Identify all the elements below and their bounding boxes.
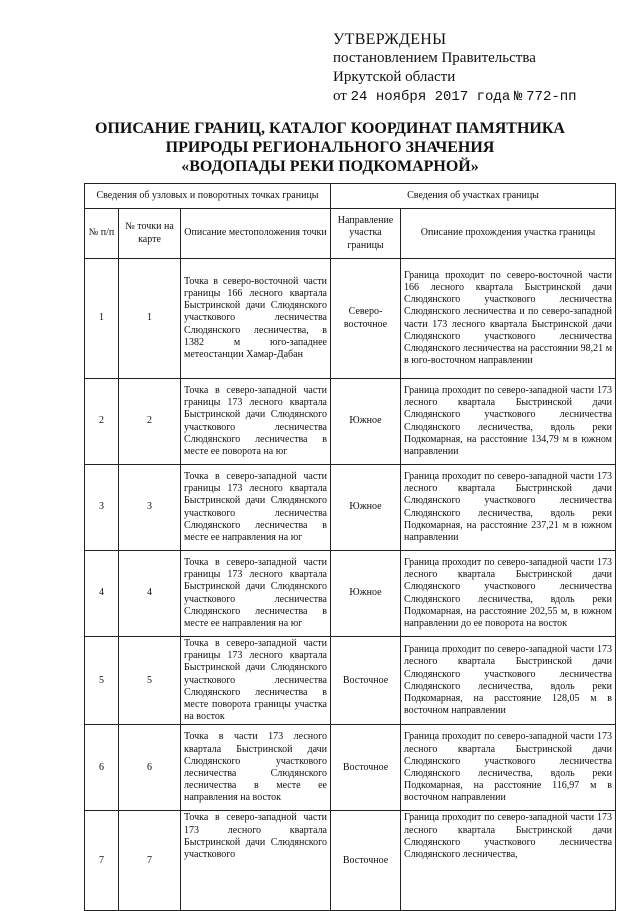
approval-line-2: Иркутской области [333, 69, 456, 85]
header-segments-group: Сведения об участках границы [331, 184, 616, 209]
row-num: 2 [85, 379, 119, 465]
row-map-num: 3 [119, 465, 181, 551]
approval-number: 772-пп [526, 89, 577, 105]
header-points-group: Сведения об узловых и поворотных точках границы [85, 184, 331, 209]
approval-date: 24 ноября 2017 года [350, 89, 511, 105]
row-segment-desc: Граница проходит по северо-западной части 173 лесного квартала Быстринской дачи Слюдянского участкового лесничества Слюдянского лесничества, вдоль реки Подкомарная, на расстояние 202,55 м, в южном направлении до ее поворота на восток [401, 551, 616, 637]
row-num: 5 [85, 637, 119, 725]
row-location: Точка в части 173 лесного квартала Быстринской дачи Слюдянского участкового лесничества Слюдянского лесничества в месте ее направления на восток [181, 725, 331, 811]
approval-block [333, 30, 633, 107]
row-direction: Восточное [331, 637, 401, 725]
table-row [85, 259, 616, 379]
row-map-num: 1 [119, 259, 181, 379]
row-segment-desc: Граница проходит по северо-западной части 173 лесного квартала Быстринской дачи Слюдянского участкового лесничества Слюдянского лесничества, вдоль реки Подкомарная, на расстояние 128,05 м в восточном направлении [401, 637, 616, 725]
row-map-num: 5 [119, 637, 181, 725]
row-direction: Южное [331, 379, 401, 465]
row-location: Точка в северо-западной части 173 лесного квартала Быстринской дачи Слюдянского участкового [181, 811, 331, 911]
document-title [40, 119, 620, 176]
approval-heading: УТВЕРЖДЕНЫ [333, 31, 447, 48]
table-row [85, 551, 616, 637]
row-location: Точка в северо-восточной части границы 166 лесного квартала Быстринской дачи Слюдянского участкового лесничества Слюдянского лесничества, в 1382 м юго-западнее метеостанции Хамар-Дабан [181, 259, 331, 379]
row-num: 3 [85, 465, 119, 551]
header-segment-desc: Описание прохождения участка границы [401, 209, 616, 259]
row-segment-desc: Граница проходит по северо-западной части 173 лесного квартала Быстринской дачи Слюдянского участкового лесничества Слюдянского лесничества, вдоль реки Подкомарная, на расстояние 134,79 м в южном направлении [401, 379, 616, 465]
row-segment-desc: Граница проходит по северо-западной части 173 лесного квартала Быстринской дачи Слюдянского участкового лесничества Слюдянского лесничества, [401, 811, 616, 911]
row-map-num: 7 [119, 811, 181, 911]
row-direction: Восточное [331, 811, 401, 911]
approval-date-prefix: от [333, 88, 347, 104]
header-map-num: № точки на карте [119, 209, 181, 259]
row-location: Точка в северо-западной части границы 173 лесного квартала Быстринской дачи Слюдянского участкового лесничества Слюдянского лесничества в месте ее направления на юг [181, 465, 331, 551]
row-num: 6 [85, 725, 119, 811]
row-segment-desc: Граница проходит по северо-восточной части 166 лесного квартала Быстринской дачи Слюдянского участкового лесничества Слюдянского лесничества и по северо-западной части 173 лесного квартала Быстринской дачи Слюдянского участкового лесничества Слюдянского лесничества на расстоянии 98,21 м в юго-восточном направлении [401, 259, 616, 379]
row-direction: Южное [331, 551, 401, 637]
row-map-num: 4 [119, 551, 181, 637]
row-map-num: 6 [119, 725, 181, 811]
approval-date-line [333, 87, 633, 107]
row-location: Точка в северо-западной части границы 173 лесного квартала Быстринской дачи Слюдянского участкового лесничества Слюдянского лесничества в месте ее направления на юг [181, 551, 331, 637]
row-direction: Северо-восточное [331, 259, 401, 379]
table-row [85, 637, 616, 725]
row-location: Точка в северо-западной части границы 173 лесного квартала Быстринской дачи Слюдянского участкового лесничества Слюдянского лесничества в месте ее поворота на юг [181, 379, 331, 465]
header-location: Описание местоположения точки [181, 209, 331, 259]
header-num: № п/п [85, 209, 119, 259]
title-line-1: ОПИСАНИЕ ГРАНИЦ, КАТАЛОГ КООРДИНАТ ПАМЯТНИКА [95, 120, 565, 137]
row-num: 4 [85, 551, 119, 637]
approval-number-prefix: № [514, 89, 523, 105]
title-line-2: ПРИРОДЫ РЕГИОНАЛЬНОГО ЗНАЧЕНИЯ [165, 139, 495, 156]
row-num: 7 [85, 811, 119, 911]
row-direction: Восточное [331, 725, 401, 811]
header-direction: Направление участка границы [331, 209, 401, 259]
table-row [85, 379, 616, 465]
row-direction: Южное [331, 465, 401, 551]
approval-line-1: постановлением Правительства [333, 50, 536, 66]
coordinates-table [84, 183, 616, 911]
table-row [85, 725, 616, 811]
row-segment-desc: Граница проходит по северо-западной части 173 лесного квартала Быстринской дачи Слюдянского участкового лесничества Слюдянского лесничества, вдоль реки Подкомарная, на расстояние 237,21 м в южном направлении [401, 465, 616, 551]
row-map-num: 2 [119, 379, 181, 465]
row-num: 1 [85, 259, 119, 379]
row-segment-desc: Граница проходит по северо-западной части 173 лесного квартала Быстринской дачи Слюдянского участкового лесничества Слюдянского лесничества, вдоль реки Подкомарная, на расстояние 116,97 м в восточном направлении [401, 725, 616, 811]
table-row [85, 465, 616, 551]
title-line-3: «ВОДОПАДЫ РЕКИ ПОДКОМАРНОЙ» [181, 158, 479, 175]
table-row [85, 811, 616, 911]
row-location: Точка в северо-западной части границы 173 лесного квартала Быстринской дачи Слюдянского участкового лесничества Слюдянского лесничества в месте поворота границы участка на восток [181, 637, 331, 725]
